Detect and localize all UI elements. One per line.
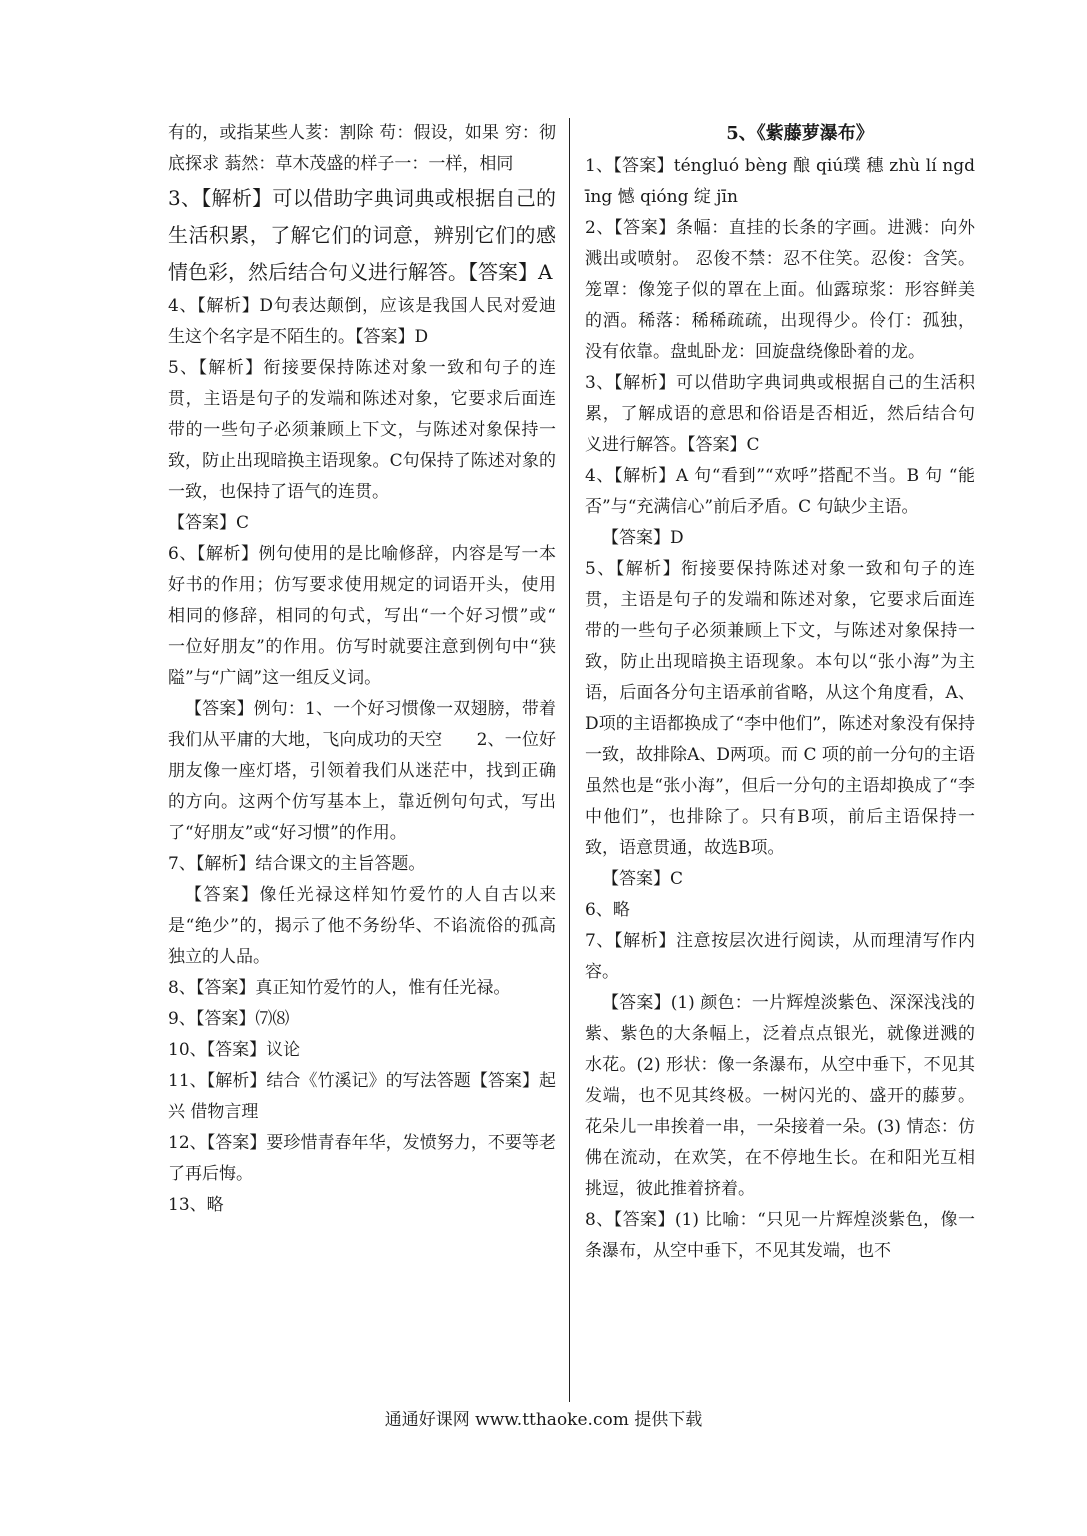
right-column: [585, 118, 975, 1267]
section-title: 5、《紫藤萝瀑布》: [726, 123, 874, 144]
left-column: [168, 118, 556, 1221]
paragraph: 【答案】D: [602, 528, 684, 548]
paragraph: 4、【解析】A 句“看到”“欢呼”搭配不当。B 句 “能否”与“充满信心”前后矛盾。C 句缺少主语。: [585, 466, 975, 517]
paragraph: 有的，或指某些人荄：割除 苟：假设，如果 穷：彻底探求 蓊然：草木茂盛的样子一：一样，相同: [168, 123, 556, 174]
paragraph: 5、【解析】衔接要保持陈述对象一致和句子的连贯，主语是句子的发端和陈述对象，它要求后面连带的一些句子必须兼顾上下文，与陈述对象保持一致，防止出现暗换主语现象。C句保持了陈述对象的一致，也保持了语气的连贯。: [168, 358, 556, 502]
page-footer: 通通好课网 www.tthaoke.com 提供下载: [384, 1410, 703, 1430]
paragraph: 【答案】像任光禄这样知竹爱竹的人自古以来是“绝少”的，揭示了他不务纷华、不谄流俗的孤高独立的人品。: [168, 885, 556, 967]
paragraph: 3、【解析】可以借助字典词典或根据自己的生活积累，了解成语的意思和俗语是否相近，然后结合句义进行解答。【答案】C: [585, 373, 975, 455]
paragraph: 7、【解析】结合课文的主旨答题。: [168, 854, 426, 874]
paragraph: 4、【解析】D句表达颠倒，应该是我国人民对爱迪生这个名字是不陌生的。【答案】D: [168, 296, 556, 347]
paragraph: 【答案】例句：1、一个好习惯像一双翅膀，带着我们从平庸的大地，飞向成功的天空 2、一位好朋友像一座灯塔，引领着我们从迷茫中，找到正确的方向。这两个仿写基本上，靠近例句句式，写出了“好朋友”或“好习惯”的作用。: [168, 699, 556, 843]
paragraph: 12、【答案】要珍惜青春年华，发愤努力，不要等老了再后悔。: [168, 1133, 556, 1184]
paragraph: 7、【解析】注意按层次进行阅读，从而理清写作内容。: [585, 931, 975, 982]
paragraph: 13、略: [168, 1195, 224, 1215]
paragraph: 5、【解析】衔接要保持陈述对象一致和句子的连贯，主语是句子的发端和陈述对象，它要求后面连带的一些句子必须兼顾上下文，与陈述对象保持一致，防止出现暗换主语现象。本句以“张小海”为主语，后面各分句主语承前省略，从这个角度看，A、D项的主语都换成了“李中他们”，陈述对象没有保持一致，故排除A、D两项。而 C 项的前一分句的主语虽然也是“张小海”，但后一分句的主语却换成了“李中他们”，也排除了。只有B项，前后主语保持一致，语意贯通，故选B项。: [585, 559, 975, 858]
paragraph: 【答案】C: [168, 513, 250, 533]
paragraph: 2、【答案】条幅：直挂的长条的字画。进溅：向外溅出或喷射。 忍俊不禁：忍不住笑。忍俊：含笑。笼罩：像笼子似的罩在上面。仙露琼浆：形容鲜美的酒。稀落：稀稀疏疏，出现得少。伶仃：孤独，没有依靠。盘虬卧龙：回旋盘绕像卧着的龙。: [585, 218, 975, 362]
paragraph: 【答案】C: [602, 869, 684, 889]
paragraph: 【答案】(1) 颜色：一片辉煌淡紫色、深深浅浅的紫、紫色的大条幅上，泛着点点银光，就像迸溅的水花。(2) 形状：像一条瀑布，从空中垂下，不见其发端，也不见其终极。一树闪光的、盛开的藤萝。花朵儿一串挨着一串，一朵接着一朵。(3) 情态：仿佛在流动，在欢笑，在不停地生长。在和阳光互相挑逗，彼此推着挤着。: [585, 993, 975, 1199]
paragraph: 6、略: [585, 900, 630, 920]
paragraph: 1、【答案】téngluó bèng 酿 qiú璞 穗 zhù lí ngdīng 憾 qióng 绽 jīn: [585, 156, 975, 207]
paragraph: 10、【答案】议论: [168, 1040, 301, 1060]
paragraph: 11、【解析】结合《竹溪记》的写法答题【答案】起兴 借物言理: [168, 1071, 556, 1122]
paragraph: 8、【答案】(1) 比喻：“只见一片辉煌淡紫色，像一条瀑布，从空中垂下，不见其发端，也不: [585, 1210, 975, 1261]
column-divider: [569, 118, 570, 1402]
paragraph: 6、【解析】例句使用的是比喻修辞，内容是写一本好书的作用；仿写要求使用规定的词语开头，使用相同的修辞，相同的句式，写出“一个好习惯”或“ 一位好朋友”的作用。仿写时就要注意到例句中“狭隘”与“广阔”这一组反义词。: [168, 544, 556, 688]
paragraph: 3、【解析】可以借助字典词典或根据自己的生活积累，了解它们的词意，辨别它们的感情色彩，然后结合句义进行解答。【答案】A: [168, 186, 556, 284]
paragraph: 9、【答案】⑺⑻: [168, 1009, 290, 1029]
paragraph: 8、【答案】真正知竹爱竹的人，惟有任光禄。: [168, 978, 511, 998]
